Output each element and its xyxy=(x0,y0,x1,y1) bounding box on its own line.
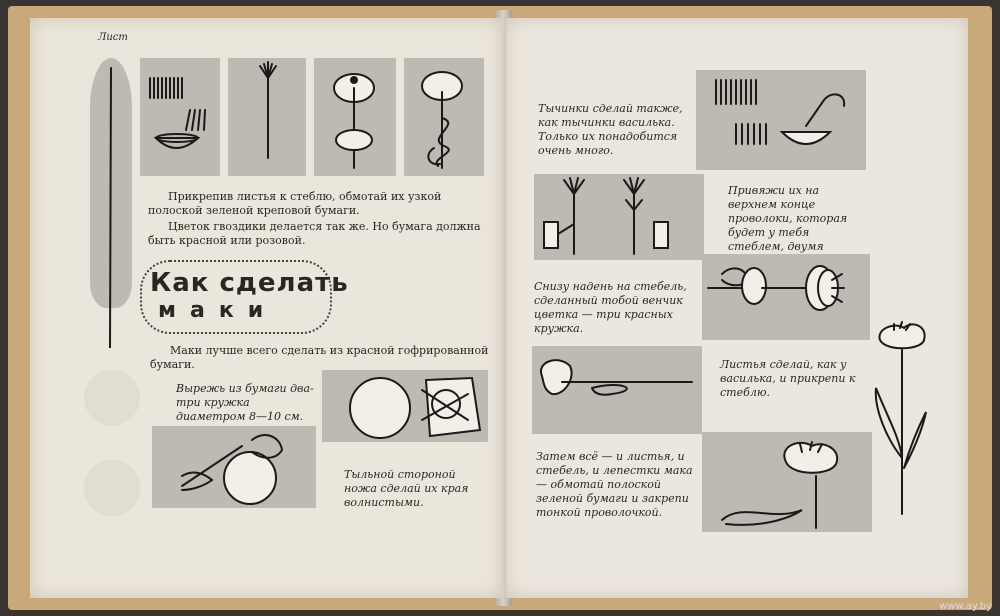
leaf-illustration xyxy=(90,58,132,308)
step-panel-knife xyxy=(152,426,316,508)
caption-leaves: Листья сделай, как у василька, и прикрепи к стеблю. xyxy=(720,358,856,399)
step-panel-wrap-stem xyxy=(702,432,872,532)
paragraph-leaves: Прикрепив листья к стеблю, обмотай их узкой полоской зеленой креповой бумаги. xyxy=(148,190,442,217)
caption-stamens: Тычинки сделай также, как тычинки василька. Только их понадобится очень много. xyxy=(538,102,683,157)
step-panel-stamens-dip xyxy=(696,70,866,170)
page-title-line2: маки xyxy=(158,298,278,323)
step-panel-stamens-bowl xyxy=(140,58,220,176)
corner-label: Лист xyxy=(98,32,128,43)
caption-tie: Привяжи их на верхнем конце проволоки, которая будет у тебя стеблем, двумя xyxy=(728,184,848,253)
step-panel-circle-scissors xyxy=(322,370,488,442)
paragraph-carnation: Цветок гвоздики делается так же. Но бумага должна быть красной или розовой. xyxy=(148,220,481,247)
step-panel-petals xyxy=(314,58,396,176)
faint-circles xyxy=(80,368,150,528)
page-title-line1: Как сделать xyxy=(150,268,349,298)
caption-corolla: Снизу надень на стебель, сделанный тобой венчик цветка — три красных кружка. xyxy=(534,280,687,335)
caption-cut-circles: Вырежь из бумаги два-три кружка диаметром 8—10 см. xyxy=(176,382,314,423)
paragraph-poppies: Маки лучше всего сделать из красной гофрированной бумаги. xyxy=(150,344,489,371)
watermark: www.ay.by xyxy=(939,601,992,612)
step-panel-wrap xyxy=(404,58,484,176)
left-page xyxy=(30,18,502,598)
poppy-tall-illustration xyxy=(866,318,936,518)
caption-wavy-edges: Тыльной стороной ножа сделай их края волнистыми. xyxy=(344,468,469,509)
caption-wrap: Затем всё — и листья, и стебель, и лепестки мака — обмотай полоской зеленой бумаги и закрепи тонкой проволочкой. xyxy=(536,450,693,519)
step-panel-stem xyxy=(228,58,306,176)
step-panel-leaves xyxy=(532,346,702,434)
step-panel-corolla xyxy=(702,254,870,340)
step-panel-tie-stamens xyxy=(534,174,704,260)
right-page xyxy=(506,18,968,598)
